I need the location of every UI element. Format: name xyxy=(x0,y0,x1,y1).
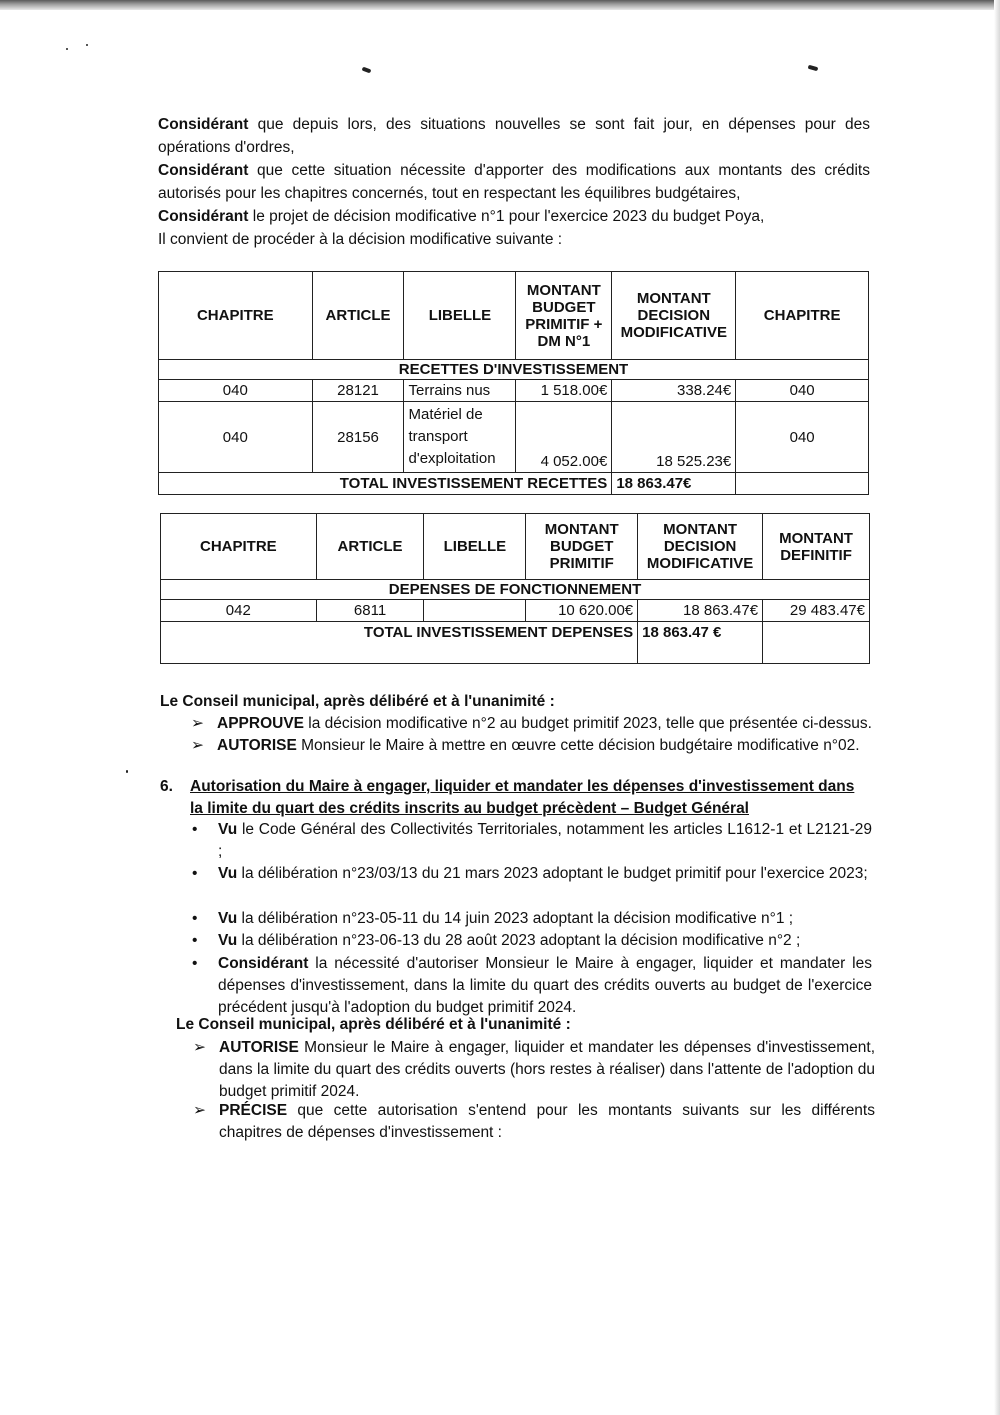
scan-speck xyxy=(362,67,372,74)
header-article: ARTICLE xyxy=(312,272,404,360)
table-row xyxy=(161,600,870,622)
intro-paragraph-1: Considérant que depuis lors, des situations nouvelles se sont fait jour, en dépenses pour des opérations d'ordres, xyxy=(158,116,870,156)
section-label: DEPENSES DE FONCTIONNEMENT xyxy=(161,580,870,600)
intro-paragraph-4: Il convient de procéder à la décision modificative suivante : xyxy=(158,231,563,248)
recettes-table xyxy=(158,271,869,495)
table-row xyxy=(159,402,869,473)
total-value: 18 863.47€ xyxy=(612,473,736,495)
table-header-row xyxy=(159,272,869,360)
intro-paragraph-2: Considérant que cette situation nécessite d'apporter des modifications aux montants des crédits autorisés pour les chapitres concernés, tout en respectant les équilibres budgétaires, xyxy=(158,162,870,202)
table-row xyxy=(159,380,869,402)
list-item: • Considérant la nécessité d'autoriser Monsieur le Maire à engager, liquider et mandater les dépenses d'investissement, dans la limite du quart des crédits ouverts au budget de l'exercice précédent jusqu'à l'adoption du budget primitif 2024. xyxy=(192,955,872,1016)
decision1-item-approuve: ➢ APPROUVE la décision modificative n°2 au budget primitif 2023, telle que présentée ci-dessus. xyxy=(191,713,881,735)
total-label: TOTAL INVESTISSEMENT RECETTES xyxy=(159,473,612,495)
total-label: TOTAL INVESTISSEMENT DEPENSES xyxy=(161,622,638,664)
intro-paragraph-3: Considérant le projet de décision modificative n°1 pour l'exercice 2023 du budget Poya, xyxy=(158,208,765,225)
cell-chapitre-2: 040 xyxy=(736,402,869,473)
header-libelle: LIBELLE xyxy=(424,514,526,580)
header-montant-decision: MONTANT DECISION MODIFICATIVE xyxy=(638,514,763,580)
scan-speck xyxy=(86,44,88,46)
arrow-icon: ➢ xyxy=(191,715,204,732)
section-number: 6. xyxy=(160,778,173,795)
header-montant-budget: MONTANT BUDGET PRIMITIF xyxy=(526,514,638,580)
cell-montant-budget: 1 518.00€ xyxy=(516,380,612,402)
bullet-icon: • xyxy=(192,910,198,927)
cell-article: 6811 xyxy=(316,600,424,622)
section-title: Autorisation du Maire à engager, liquider et mandater les dépenses d'investissement dans la limite du quart des crédits inscrits au budget précèdent – Budget Général xyxy=(190,778,855,817)
section6-item-autorise: ➢ AUTORISE Monsieur le Maire à engager, liquider et mandater les dépenses d'investissement, dans la limite du quart des crédits ouverts (hors restes à réaliser) dans l'attente de l'adoption du budget primitif 2024. xyxy=(193,1039,875,1100)
bullet-icon: • xyxy=(192,821,198,838)
cell-montant-decision: 18 525.23€ xyxy=(612,402,736,473)
scan-speck xyxy=(126,770,128,773)
bullet-icon: • xyxy=(192,865,198,882)
header-article: ARTICLE xyxy=(316,514,424,580)
list-item: • Vu le Code Général des Collectivités Territoriales, notamment les articles L1612-1 et L2121-29 ; xyxy=(192,821,872,860)
cell-chapitre-2: 040 xyxy=(736,380,869,402)
total-row xyxy=(161,622,870,664)
list-item: • Vu la délibération n°23-06-13 du 28 août 2023 adoptant la décision modificative n°2 ; xyxy=(192,930,872,952)
bullet-icon: • xyxy=(192,932,198,949)
header-montant-decision: MONTANT DECISION MODIFICATIVE xyxy=(612,272,736,360)
header-montant-budget: MONTANT BUDGET PRIMITIF + DM N°1 xyxy=(516,272,612,360)
scan-speck xyxy=(808,65,819,71)
arrow-icon: ➢ xyxy=(191,737,204,754)
scan-right-edge xyxy=(994,0,1000,1415)
section-6-heading xyxy=(160,776,860,820)
conseil-heading-2: Le Conseil municipal, après délibéré et à l'unanimité : xyxy=(176,1016,571,1033)
cell-chapitre: 040 xyxy=(159,402,313,473)
total-value: 18 863.47 € xyxy=(638,622,763,664)
section6-item-precise: ➢ PRÉCISE que cette autorisation s'entend pour les montants suivants sur les différents chapitres de dépenses d'investissement : xyxy=(193,1102,875,1141)
cell-montant-decision: 338.24€ xyxy=(612,380,736,402)
cell-chapitre: 042 xyxy=(161,600,317,622)
depenses-table xyxy=(160,513,870,664)
section-label: RECETTES D'INVESTISSEMENT xyxy=(159,360,869,380)
header-chapitre: CHAPITRE xyxy=(161,514,317,580)
scan-speck xyxy=(66,48,68,50)
header-chapitre-2: CHAPITRE xyxy=(736,272,869,360)
scan-top-edge xyxy=(0,0,1000,10)
cell-libelle xyxy=(424,600,526,622)
arrow-icon: ➢ xyxy=(193,1039,206,1056)
cell-chapitre: 040 xyxy=(159,380,313,402)
list-item: • Vu la délibération n°23/03/13 du 21 mars 2023 adoptant le budget primitif pour l'exercice 2023; xyxy=(192,863,872,885)
cell-montant-definitif: 29 483.47€ xyxy=(763,600,870,622)
total-empty-cell xyxy=(763,622,870,664)
cell-libelle: Terrains nus xyxy=(404,380,516,402)
total-row xyxy=(159,473,869,495)
table-header-row xyxy=(161,514,870,580)
header-montant-definitif: MONTANT DEFINITIF xyxy=(763,514,870,580)
list-item: • Vu la délibération n°23-05-11 du 14 juin 2023 adoptant la décision modificative n°1 ; xyxy=(192,908,872,930)
bullet-icon: • xyxy=(192,955,198,972)
section-row xyxy=(159,360,869,380)
arrow-icon: ➢ xyxy=(193,1102,206,1119)
cell-montant-budget: 4 052.00€ xyxy=(516,402,612,473)
decision1-item-autorise: ➢ AUTORISE Monsieur le Maire à mettre en œuvre cette décision budgétaire modificative n°02. xyxy=(191,735,881,757)
cell-article: 28156 xyxy=(312,402,404,473)
conseil-heading-1: Le Conseil municipal, après délibéré et à l'unanimité : xyxy=(160,693,555,710)
header-chapitre: CHAPITRE xyxy=(159,272,313,360)
section-row xyxy=(161,580,870,600)
cell-montant-decision: 18 863.47€ xyxy=(638,600,763,622)
cell-article: 28121 xyxy=(312,380,404,402)
cell-libelle: Matériel de transport d'exploitation xyxy=(404,402,516,473)
cell-montant-budget: 10 620.00€ xyxy=(526,600,638,622)
header-libelle: LIBELLE xyxy=(404,272,516,360)
total-empty-cell xyxy=(736,473,869,495)
